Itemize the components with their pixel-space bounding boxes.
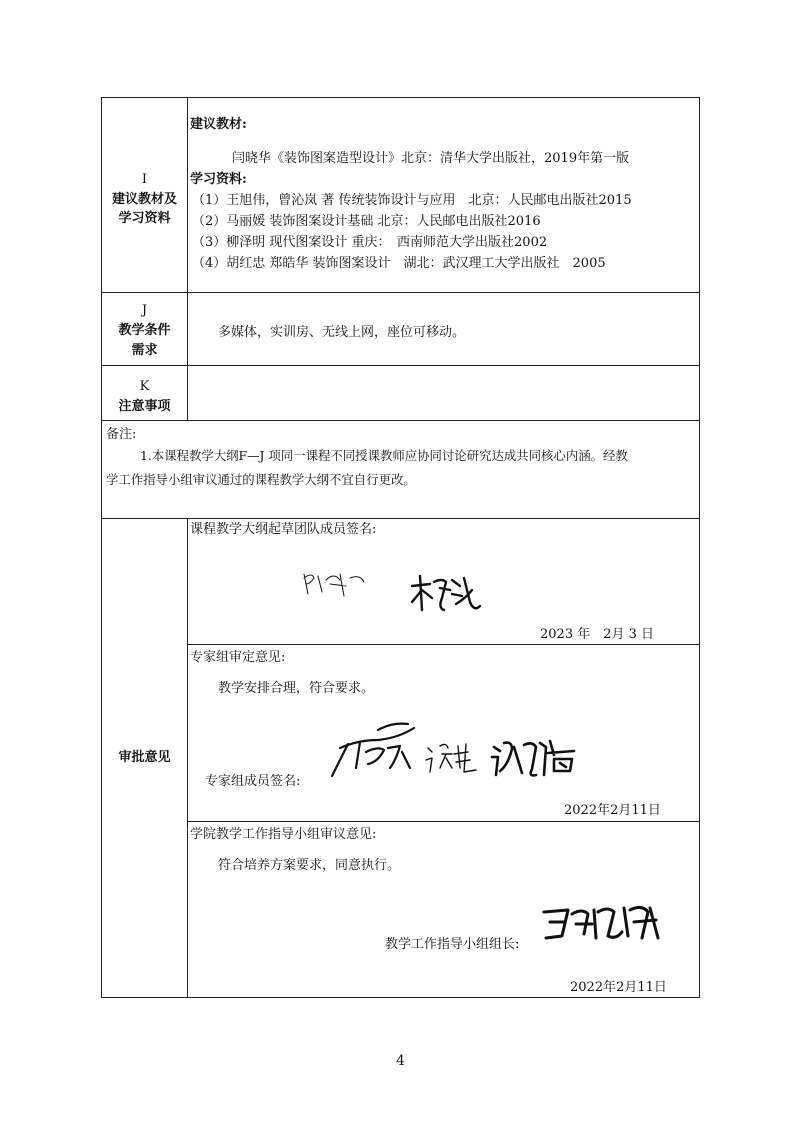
drafting-team-date: 2023 年 2月 3 日 [540,627,655,642]
college-group-opinion: 符合培养方案要求，同意执行。 [218,858,401,873]
material-item: （2）马丽媛 装饰图案设计基础 北京：人民邮电出版社2016 [192,214,541,229]
remarks-heading: 备注: [106,427,137,442]
drafting-signature-2 [408,572,484,616]
section-k-code: K [139,379,150,394]
section-k-title: 注意事项 [118,399,171,414]
section-j-title-line2: 需求 [131,343,158,358]
section-i-title: 建议教材及学习资料 [111,192,177,226]
expert-sign-label: 专家组成员签名: [205,774,301,789]
material-item: （4）胡红忠 郑皓华 装饰图案设计 湖北：武汉理工大学出版社 2005 [192,256,606,271]
section-j-content: 多媒体，实训房、无线上网，座位可移动。 [218,325,466,340]
drafting-team-heading: 课程教学大纲起草团队成员签名: [190,522,377,537]
college-group-date: 2022年2月11日 [570,980,667,995]
expert-group-date: 2022年2月11日 [564,803,661,818]
material-item: （1）王旭伟，曾沁岚 著 传统装饰设计与应用 北京：人民邮电出版社2015 [192,193,632,208]
college-leader-signature [538,900,664,946]
materials-heading: 学习资料: [190,172,247,187]
section-i-code: I [141,172,148,187]
textbook-heading: 建议教材: [190,117,247,132]
college-group-heading: 学院教学工作指导小组审议意见: [190,827,377,842]
page-number: 4 [396,1053,405,1069]
college-sign-label: 教学工作指导小组组长: [385,937,520,952]
approval-label: 审批意见 [118,750,171,765]
remarks-line1: 1.本课程教学大纲F—J 项同一课程不同授课教师应协同讨论研究达成共同核心内涵。经教 [140,448,628,463]
material-item: （3）柳泽明 现代图案设计 重庆： 西南师范大学出版社2002 [192,235,548,250]
expert-signature-1 [318,718,426,788]
textbook-entry: 闫晓华《装饰图案造型设计》北京：清华大学出版社，2019年第一版 [232,151,630,166]
expert-group-cell [187,644,700,822]
expert-signature-3 [488,735,584,783]
expert-signature-2 [422,738,488,778]
expert-group-heading: 专家组审定意见: [190,650,286,665]
expert-group-opinion: 教学安排合理，符合要求。 [218,681,375,696]
content-cell-k [187,365,700,421]
section-j-code: J [141,303,148,318]
section-j-title-line1: 教学条件 [118,323,171,338]
remarks-line2: 学工作指导小组审议通过的课程教学大纲不宜自行更改。 [106,472,416,487]
drafting-signature-1 [300,568,380,603]
